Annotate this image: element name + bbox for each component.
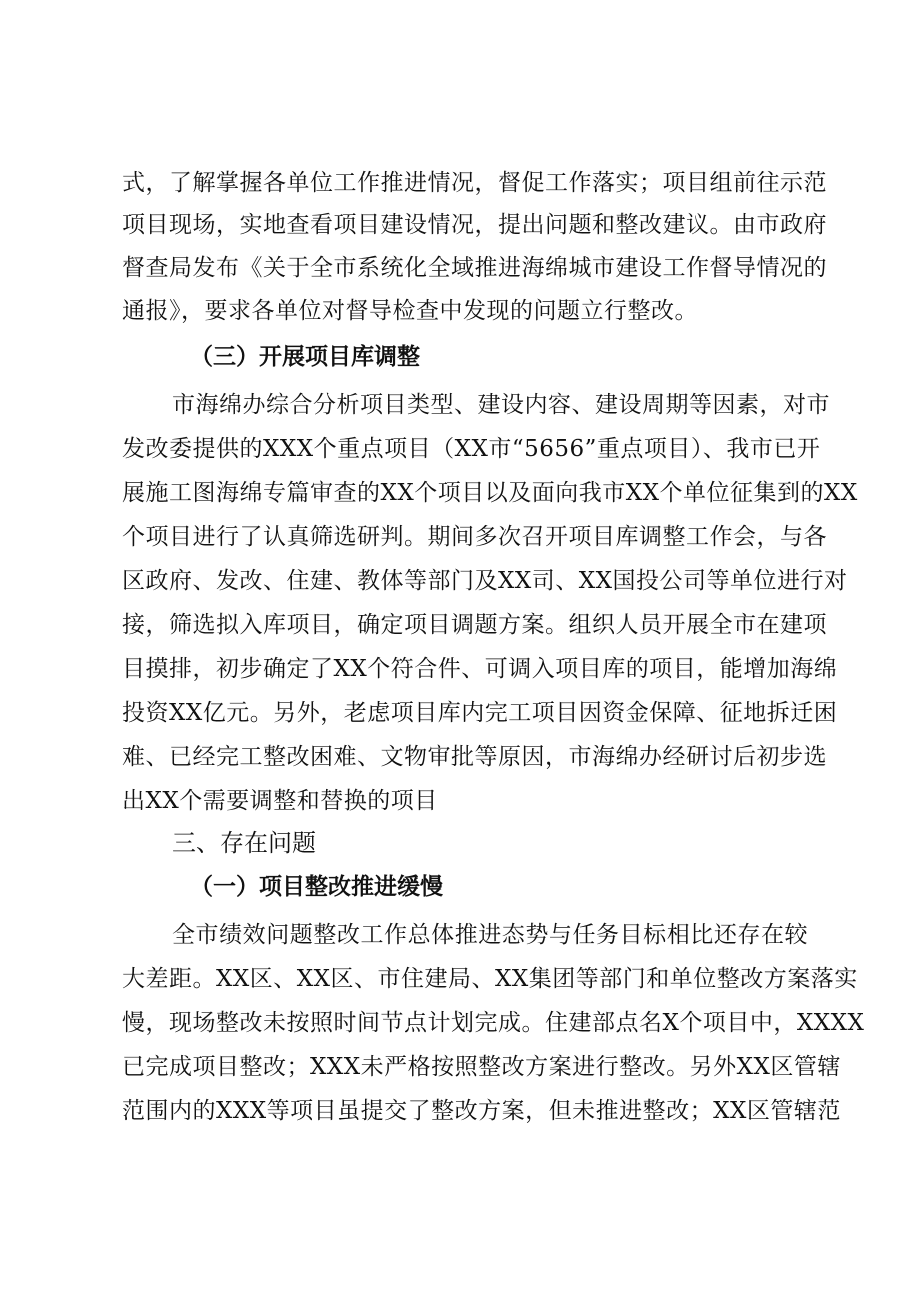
- paragraph-line: 慢，现场整改未按照时间节点计划完成。住建部点名X个项目中，XXXX: [122, 1010, 865, 1036]
- paragraph-line: 全市绩效问题整改工作总体推进态势与任务目标相比还存在较: [172, 922, 808, 948]
- paragraph-line: 范围内的XXX等项目虽提交了整改方案，但未推进整改；XX区管辖范: [122, 1098, 841, 1124]
- paragraph-line: 市海绵办综合分析项目类型、建设内容、建设周期等因素，对市: [172, 392, 830, 418]
- paragraph-line: 投资XX亿元。另外，老虑项目库内完工项目因资金保障、征地拆迁困: [122, 700, 838, 726]
- paragraph-line: 个项目进行了认真筛选研判。期间多次召开项目库调整工作会，与各: [122, 524, 827, 550]
- paragraph-line: 项目现场，实地查看项目建设情况，提出问题和整改建议。由市政府: [122, 212, 827, 238]
- paragraph-line: 出XX个需要调整和替换的项目: [122, 788, 438, 814]
- paragraph-line: 区政府、发改、住建、教体等部门及XX司、XX国投公司等单位进行对: [122, 568, 848, 594]
- paragraph-line: 已完成项目整改；XXX未严格按照整改方案进行整改。另外XX区管辖: [122, 1054, 841, 1080]
- subsection-heading: （一）项目整改推进缓慢: [190, 874, 443, 900]
- paragraph-line: 目摸排，初步确定了XX个符合件、可调入项目库的项目，能增加海绵: [122, 656, 838, 682]
- paragraph-line: 通报》，要求各单位对督导检查中发现的问题立行整改。: [122, 298, 698, 324]
- section-heading: 三、存在问题: [172, 829, 316, 857]
- paragraph-line: 难、已经完工整改困难、文物审批等原因，市海绵办经研讨后初步选: [122, 744, 827, 770]
- paragraph-line: 接，筛选拟入库项目，确定项目调题方案。组织人员开展全市在建项: [122, 612, 827, 638]
- paragraph-line: 式，了解掌握各单位工作推进情况，督促工作落实；项目组前往示范: [122, 170, 827, 196]
- paragraph-line: 督查局发布《关于全市系统化全域推进海绵城市建设工作督导情况的: [122, 255, 827, 281]
- paragraph-line: 发改委提供的XXX个重点项目（XX市“5656”重点项目）、我市已开: [122, 436, 821, 462]
- subsection-heading: （三）开展项目库调整: [190, 344, 420, 370]
- paragraph-line: 大差距。XX区、XX区、市住建局、XX集团等部门和单位整改方案落实: [122, 966, 858, 992]
- paragraph-line: 展施工图海绵专篇审查的XX个项目以及面向我市XX个单位征集到的XX: [122, 480, 858, 506]
